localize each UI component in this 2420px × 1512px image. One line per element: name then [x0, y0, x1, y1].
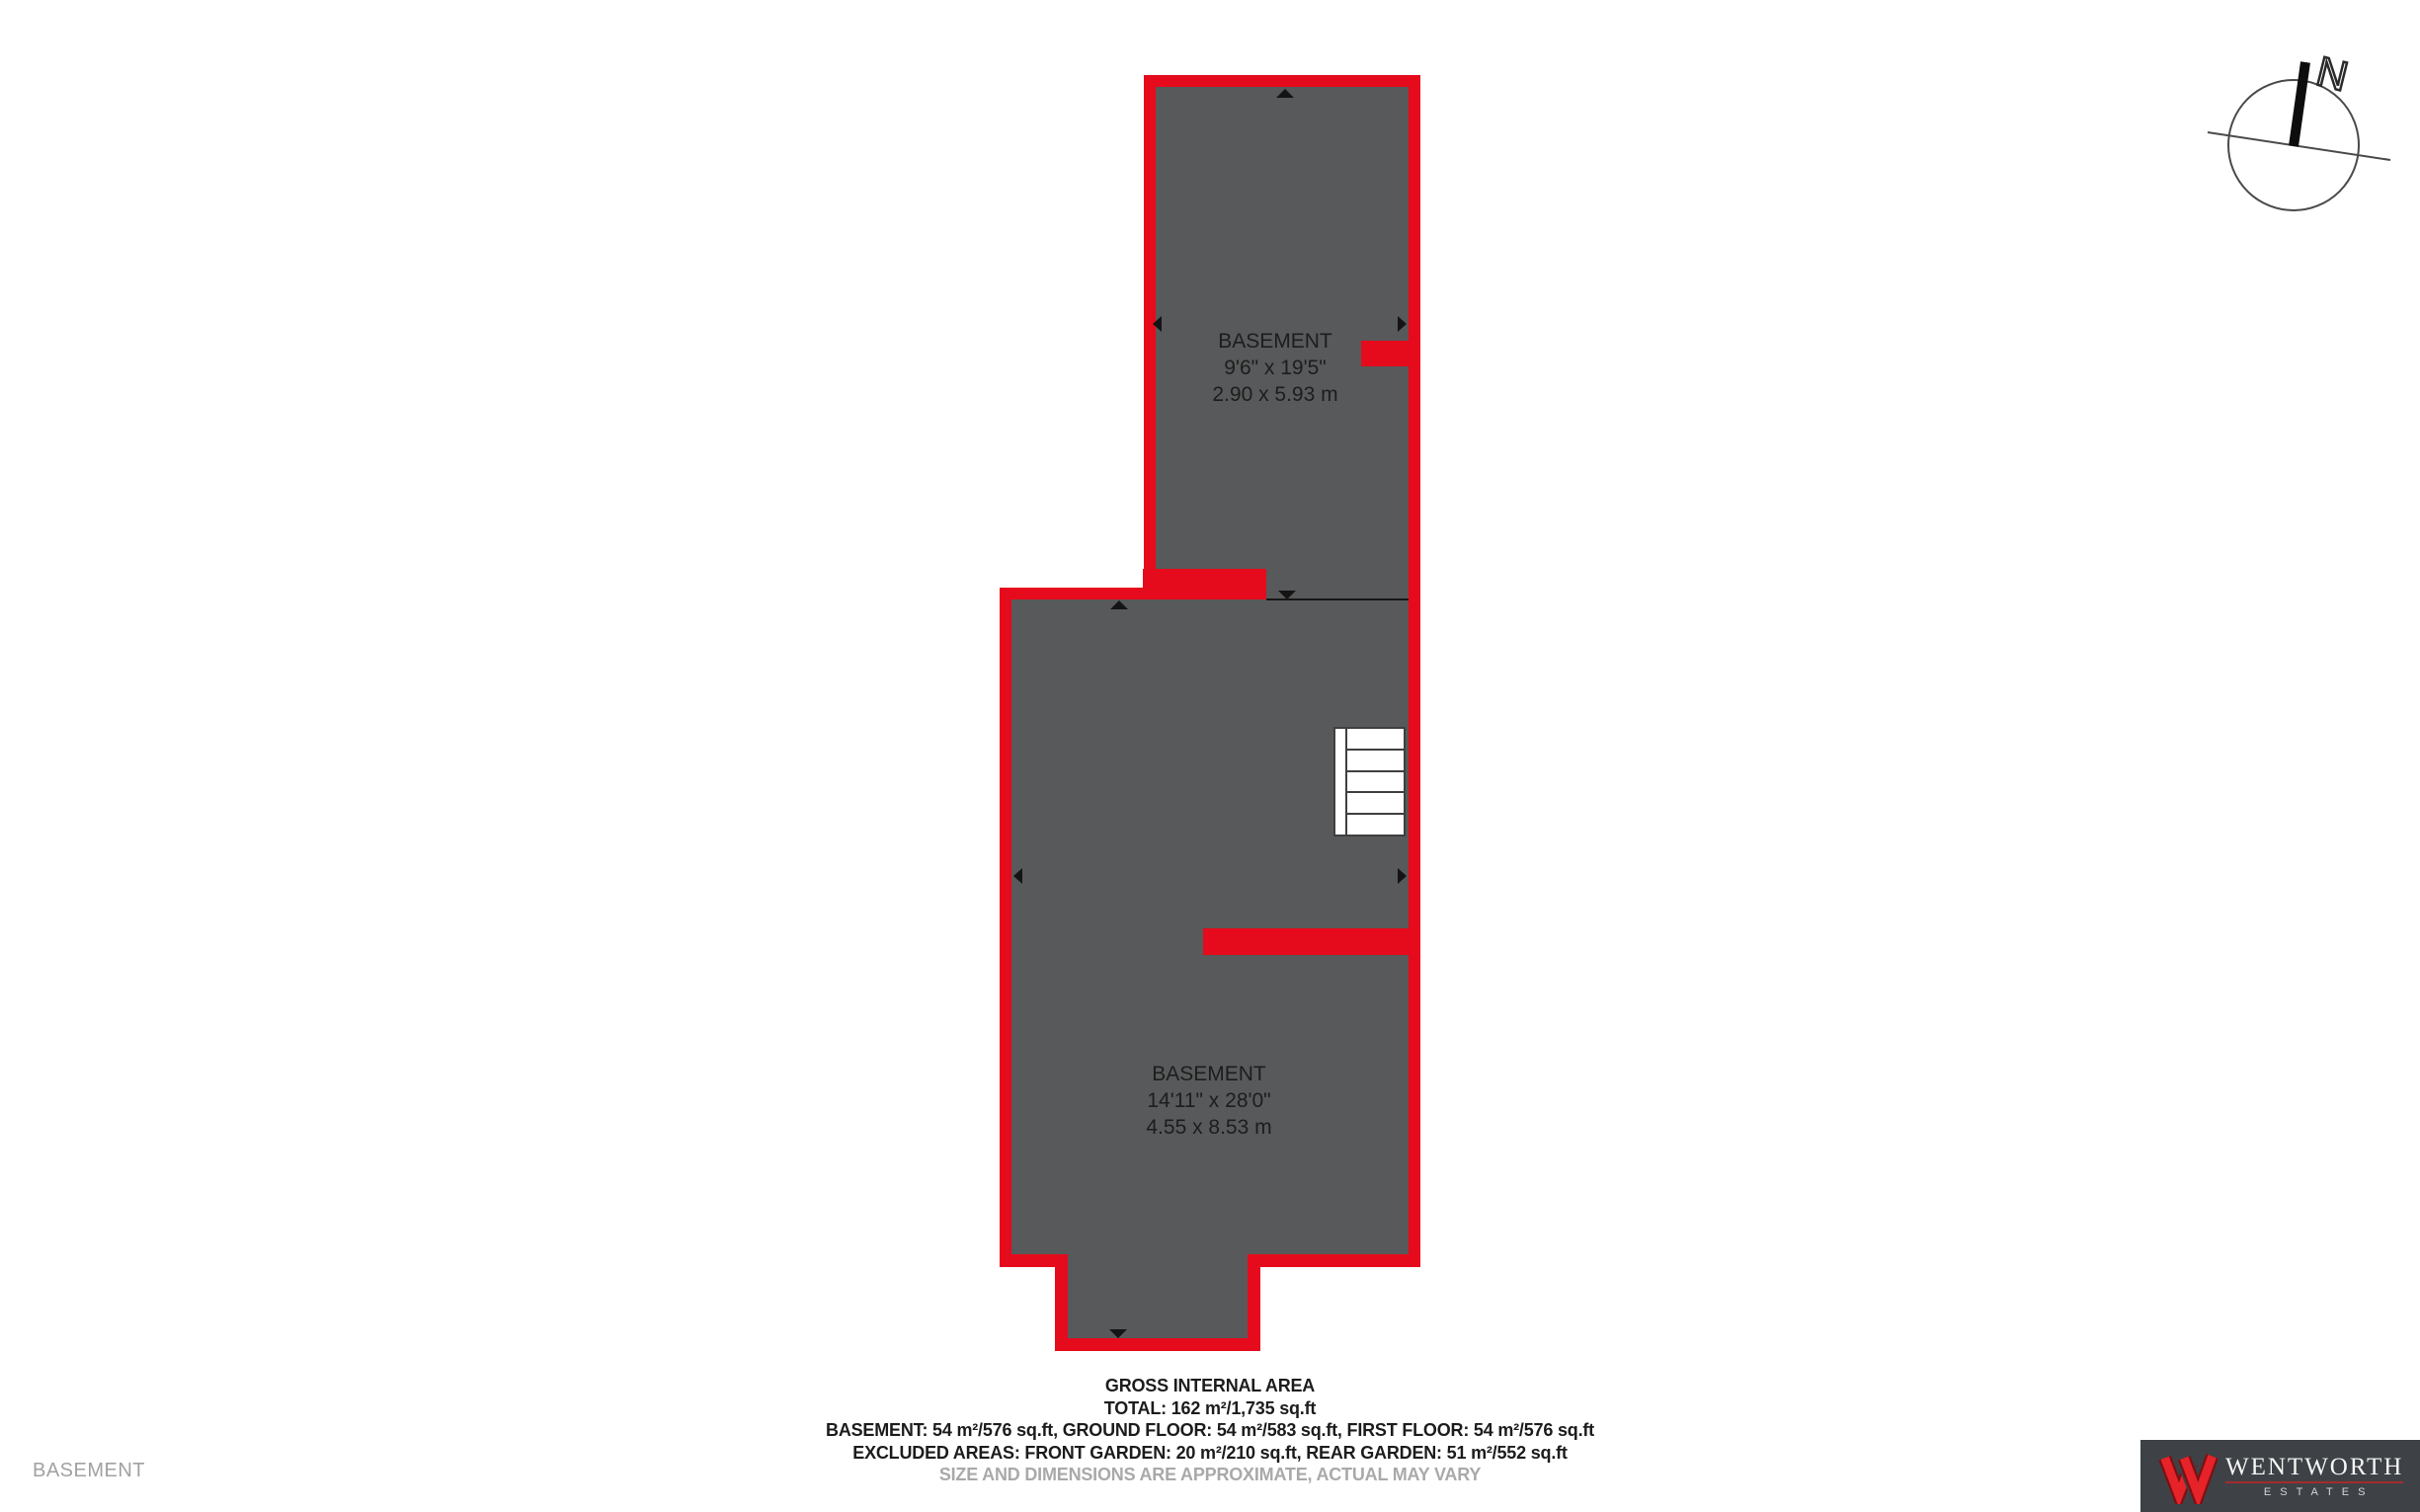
wall-upper-top	[1144, 75, 1420, 87]
area-summary-floors: BASEMENT: 54 m²/576 sq.ft, GROUND FLOOR: 54 m²/583 sq.ft, FIRST FLOOR: 54 m²/576 sq.ft	[826, 1420, 1594, 1440]
wentworth-estates-logo	[2140, 1440, 2420, 1512]
measure-arrow-down-divider	[1278, 591, 1296, 599]
area-summary	[519, 1375, 1901, 1486]
brand-name: WENTWORTH	[2225, 1453, 2404, 1480]
area-summary-excluded: EXCLUDED AREAS: FRONT GARDEN: 20 m²/210 sq.ft, REAR GARDEN: 51 m²/552 sq.ft	[852, 1442, 1568, 1463]
area-summary-disclaimer: SIZE AND DIMENSIONS ARE APPROXIMATE, ACTUAL MAY VARY	[938, 1465, 1482, 1484]
wall-lower-bottom-right	[1248, 1254, 1420, 1267]
wall-internal-stub	[1203, 928, 1409, 955]
measure-arrow-down-bump	[1109, 1329, 1127, 1338]
staircase	[1333, 727, 1406, 836]
wall-lower-top	[1000, 588, 1144, 599]
measure-arrow-left-lower	[1013, 868, 1022, 884]
wall-bump-bottom	[1055, 1338, 1260, 1351]
room-interior-bump	[1068, 1254, 1248, 1338]
compass-n-label: N	[2311, 47, 2353, 101]
measure-arrow-up-lower	[1110, 600, 1128, 609]
floor-tag: BASEMENT	[33, 1460, 146, 1481]
room-label-lower	[1051, 1061, 1367, 1141]
measure-arrow-up-upper	[1276, 89, 1294, 98]
compass-north-icon	[2168, 25, 2420, 257]
room-dims-imperial: 9'6" x 19'5"	[1224, 357, 1327, 379]
room-name: BASEMENT	[1152, 1063, 1266, 1085]
stair-stringer	[1335, 729, 1347, 835]
wentworth-w-icon	[2154, 1449, 2218, 1504]
brand-rule	[2225, 1481, 2403, 1483]
room-interior-lower	[1011, 599, 1409, 1254]
wall-bump-right	[1248, 1254, 1260, 1351]
room-dims-metric: 2.90 x 5.93 m	[1212, 383, 1338, 406]
wall-divider-bar	[1143, 569, 1266, 599]
wall-lower-left	[1000, 588, 1011, 1267]
room-label-upper	[1117, 328, 1433, 408]
measure-arrow-right-lower	[1398, 868, 1407, 884]
area-summary-title: GROSS INTERNAL AREA	[1104, 1376, 1316, 1395]
room-dims-metric: 4.55 x 8.53 m	[1146, 1116, 1272, 1139]
wall-bump-left	[1055, 1254, 1068, 1351]
room-name: BASEMENT	[1218, 330, 1332, 353]
wall-right	[1409, 75, 1420, 1267]
area-summary-total: TOTAL: 162 m²/1,735 sq.ft	[1103, 1397, 1317, 1418]
stair-treads	[1347, 729, 1404, 835]
room-dims-imperial: 14'11" x 28'0"	[1147, 1089, 1271, 1112]
brand-subtitle: ESTATES	[2263, 1485, 2375, 1498]
